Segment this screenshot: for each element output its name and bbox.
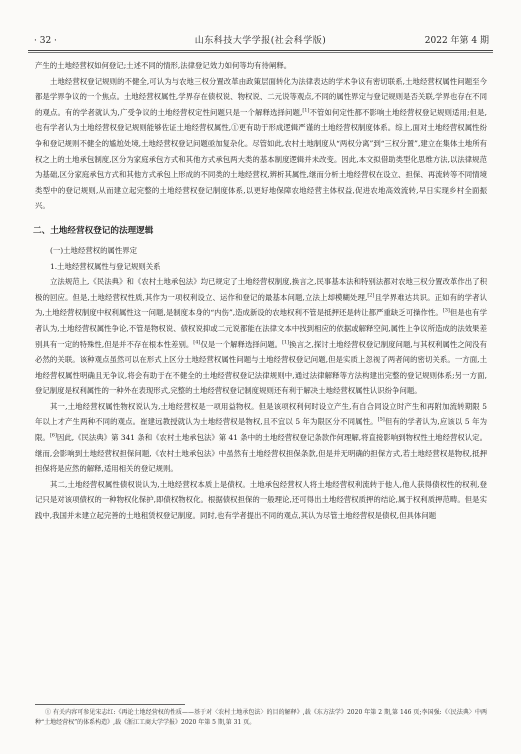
footnote-text: ① 有关内容可参见宋志红:《再论土地经营权的性质——基于对〈农村土地承包法〉的目的解释》,载《东方法学》2020 年第 2 期,第 146 页;李国强:《〈民法典〉中两种“土地经营权”的体系构造》,载《浙江工商大学学报》2020 年第 5 期,第 31 页。 xyxy=(35,709,487,726)
paragraph: 立法规范上,《民法典》和《农村土地承包法》均已规定了土地经营权制度,换言之,民事基本法和特别法都对农地三权分置改革作出了积极的回应。但是,土地经营权性质,其作为一项权利设立、运作和登记的最基本问题,立法上却模糊处理,[2]且学界难达共识。正如有的学者认为,土地经营权制度中权利属性这一问题,是制度本身的“内伤”,造成新设的农地权利不管是抵押还是转让都严重缺乏可操作性。[3]但是也有学者认为,土地经营权属性争论,不管是物权说、债权说抑或二元说都能在法律文本中找到相应的依据或解释空间,属性上争议所造成的法效果差别具有一定的特殊性,但是并不存在根本性差别。[4]仅是一个解释选择问题。[1]换言之,探讨土地经营权登记制度问题,与其权利属性之间没有必然的关联。该种观点虽然可以在形式上区分土地经营权属性问题与土地经营权登记问题,但是实质上忽视了两者间的密切关系。一方面,土地经营权属性明确且无争议,将会有助于在不健全的土地经营权登记法律规则中,通过法律解释等方法构建出完整的登记规则体系;另一方面,登记制度是权利属性的一种外在表现形式,完整的土地经营权登记制度规则还有利于解决土地经营权属性认识纷争问题。 xyxy=(35,277,487,396)
subsection-heading: (一)土地经营权的属性界定 xyxy=(50,245,138,255)
paragraph: 其二,土地经营权属性债权说认为,土地经营权本质上是债权。土地承包经营权人将土地经营权利流转于他人,他人获得债权性的权利,登记只是对该项债权的一种物权化保护,即债权物权化。根据债权担保的一般理论,还可得出土地经营权质押的结论,属于权利质押范畴。但是实践中,我国并未建立起完善的土地租赁权登记制度。同时,也有学者提出不同的观点,其认为尽管土地经营权是债权,但具体问题 xyxy=(35,479,487,521)
paragraph: 其一,土地经营权属性物权说认为,土地经营权是一项用益物权。但是该项权利何时设立产生,有自合同设立时产生和再附加流转期限 5 年以上才产生两种不同的观点。崔建远教授就认为土地经营权是物权,且不宜以 5 年为限区分不同属性。[5]但有的学者认为,应该以 5 年为限。[6]因此,《民法典》第 341 条和《农村土地承包法》第 41 条中的土地经营权登记条款作何理解,将直接影响到物权性土地经营权认定。继而,会影响到土地经营权担保问题,《农村土地承包法》中虽然有土地经营权担保条款,但是并无明确的担保方式,若土地经营权是物权,抵押担保将是应然的解释,适用相关的登记规则。 xyxy=(35,401,487,474)
footnote-rule xyxy=(35,704,185,705)
footnote xyxy=(35,708,487,728)
paragraph: 产生的土地经营权如何登记;土述不同的情形,法律登记效力如何等均有待阐释。 xyxy=(35,61,292,70)
header-rule xyxy=(28,50,493,51)
subsubsection-heading: 1.土地经营权属性与登记规则关系 xyxy=(50,261,161,271)
issue-label: 2022 年第 4 期 xyxy=(424,36,489,46)
page-number: · 32 · xyxy=(34,36,57,46)
article-body xyxy=(35,58,487,524)
header-rule-thin xyxy=(28,52,493,53)
paragraph: 土地经营权登记规则的不健全,可认为与农地三权分置改革由政策层面转化为法律表达的学术争议有密切联系,土地经营权属性问题至今都是学界争议的一个焦点。土地经营权属性,学界存在债权说、物权说、二元说等观点,不同的属性界定与登记规则是否关联,学界也存在不同的观点。有的学者就认为,广受争议的土地经营权定性问题只是一个解释选择问题,[1]不管如何定性都不影响土地经营权登记规则适用;但是,也有学者认为土地经营权登记规则能够佐证土地经营权属性,①更有助于形成逻辑严谨的土地经营权制度体系。综上,面对土地经营权属性纷争和登记规则不健全的尴尬处境,土地经营权登记问题亟加复杂化。尽管如此,农村土地制度从“两权分离”到“三权分置”,建立在集体土地所有权之上的土地承包制度,区分为家庭承包方式和其他方式承包两大类的基本制度逻辑并未改变。因此,本文拟借助类型化思维方法,以法律规范为基础,区分家庭承包方式和其他方式承包上形成的不同类的土地经营权,辨析其属性,继而分析土地经营权在设立、担保、再流转等不同情境类型中的登记规则,从而建立起完整的土地经营权登记制度体系,以更好地保障农地经营主体权益,促进农地高效流转,早日实现乡村全面振兴。 xyxy=(35,76,488,211)
section-heading: 二、土地经营权登记的法理逻辑 xyxy=(33,225,154,236)
running-header xyxy=(28,33,493,49)
journal-title: 山东科技大学学报(社会科学版) xyxy=(194,36,327,46)
